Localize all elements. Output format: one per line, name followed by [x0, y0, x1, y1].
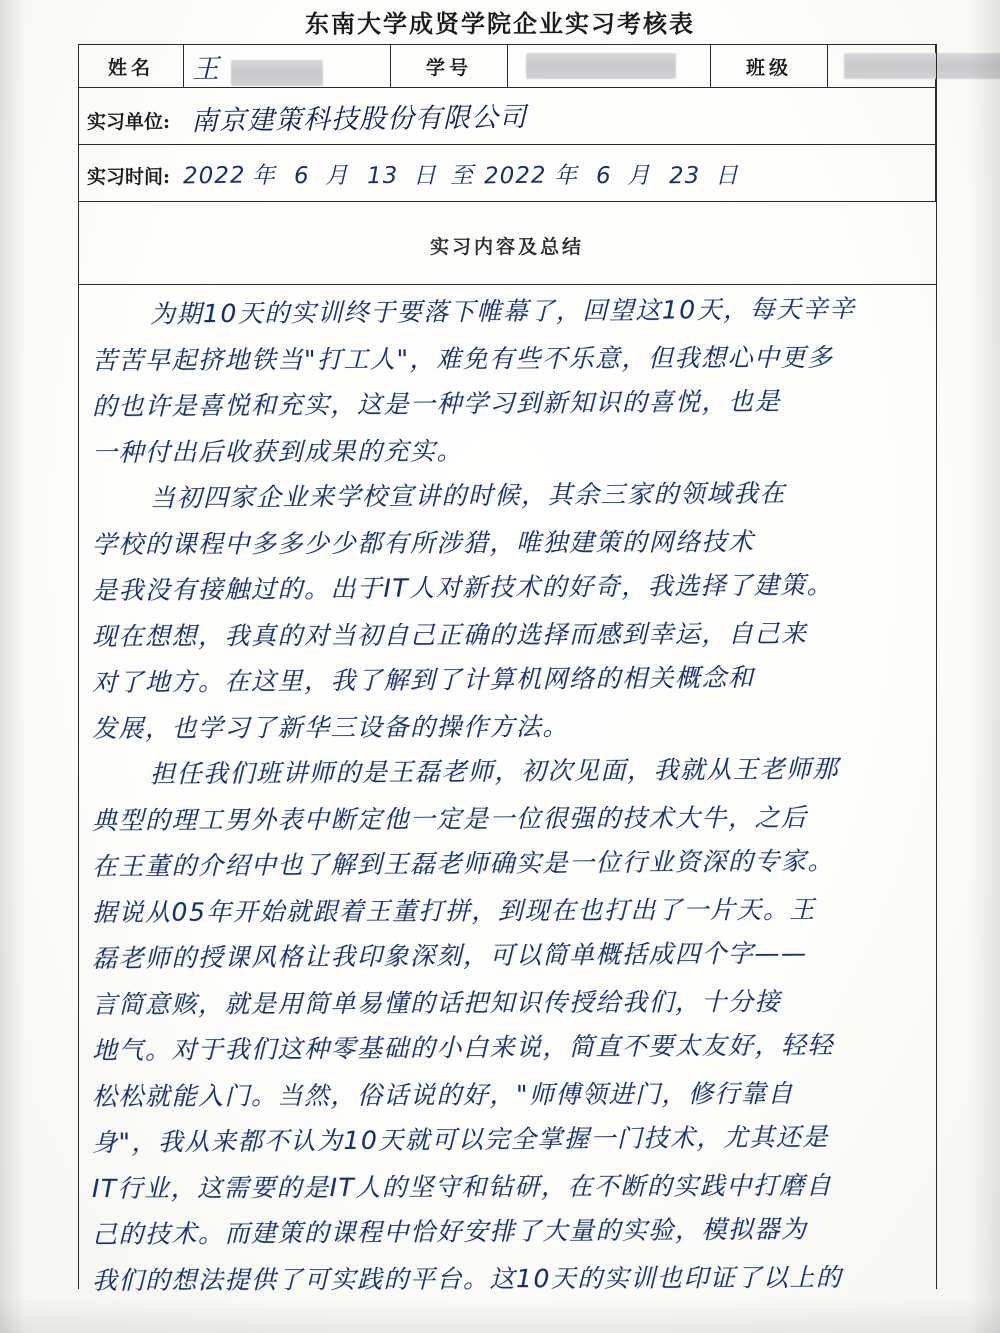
section-heading-wrap [78, 232, 936, 259]
time-month-unit-start: 月 [324, 162, 349, 189]
unit-label: 实习单位: [87, 110, 171, 133]
essay-line: 身"，我从来都不认为10天就可以完全掌握一门技术，尤其还是 [91, 1122, 829, 1157]
scan-shadow-bottom [0, 1299, 1000, 1333]
time-cell [79, 145, 936, 202]
essay-line: 据说从05年开始就跟着王董打拼，到现在也打出了一片天。王 [91, 894, 816, 927]
essay-line: 是我没有接触过的。出于IT人对新技术的好奇，我选择了建策。 [91, 570, 834, 605]
student-info-table [78, 44, 936, 202]
time-start-day: 13 [367, 162, 399, 189]
essay-line: 为期10天的实训终于要落下帷幕了，回望这10天，每天辛辛 [149, 294, 856, 329]
student-id-label: 学号 [391, 45, 508, 88]
time-end-year: 2022 [484, 162, 548, 189]
time-end-day: 23 [669, 162, 701, 189]
time-year-unit-start: 年 [251, 162, 277, 189]
time-year-unit-end: 年 [553, 162, 578, 189]
essay-line: 发展，也学习了新华三设备的操作方法。 [91, 711, 570, 743]
time-range-separator: 至 [449, 162, 475, 189]
time-start-month: 6 [294, 162, 311, 189]
essay-line: 我们的想法提供了可实践的平台。这10天的实训也印证了以上的 [91, 1262, 843, 1295]
scan-shadow-right [970, 0, 1000, 1333]
unit-cell [79, 88, 936, 145]
essay-line: 担任我们班讲师的是王磊老师，初次见面，我就从王老师那 [149, 754, 840, 789]
unit-handwriting: 南京建策科技股份有限公司 [190, 101, 527, 137]
essay-line: 地气。对于我们这种零基础的小白来说，简直不要太友好，轻轻 [91, 1030, 835, 1065]
table-row-time [79, 145, 936, 202]
essay-line: 对了地方。在这里，我了解到了计算机网络的相关概念和 [91, 662, 755, 697]
table-row-unit [79, 88, 936, 145]
essay-line: 学校的课程中多多少少都有所涉猎，唯独建策的网络技术 [91, 527, 755, 559]
essay-line: 己的技术。而建策的课程中恰好安排了大量的实验，模拟器为 [91, 1214, 808, 1249]
class-label: 班级 [711, 45, 828, 88]
section-heading: 实习内容及总结 [429, 236, 584, 258]
essay-line: 在王董的介绍中也了解到王磊老师确实是一位行业资深的专家。 [91, 846, 835, 881]
name-redaction [231, 60, 323, 86]
section-divider [78, 284, 936, 285]
essay-line: 一种付出后收获到成果的充实。 [91, 436, 464, 467]
time-label: 实习时间: [87, 165, 171, 188]
essay-line: 苦苦早起挤地铁当"打工人"，难免有些不乐意，但我想心中更多 [91, 342, 834, 375]
essay-line: 言简意赅，就是用简单易懂的话把知识传授给我们，十分接 [91, 986, 782, 1019]
student-id-value-cell [508, 45, 711, 88]
time-day-unit-end: 日 [714, 162, 740, 189]
handwritten-essay [91, 292, 926, 1295]
class-value-cell [828, 45, 936, 88]
essay-line: 磊老师的授课风格让我印象深刻，可以简单概括成四个字—— [91, 938, 808, 973]
essay-line: 现在想想，我真的对当初自己正确的选择而感到幸运，自己来 [91, 618, 808, 651]
time-day-unit-start: 日 [413, 162, 438, 189]
name-handwriting: 王 [191, 53, 221, 85]
class-redaction [844, 53, 1000, 79]
essay-line: IT行业，这需要的是IT人的坚守和钻研，在不断的实践中打磨自 [91, 1170, 833, 1203]
name-label: 姓名 [79, 45, 184, 88]
student-id-redaction [526, 53, 676, 79]
table-row-identity [79, 45, 936, 88]
scan-shadow-left [0, 0, 26, 1333]
name-value-cell [184, 45, 391, 88]
page-title: 东南大学成贤学院企业实习考核表 [305, 9, 695, 38]
essay-line: 典型的理工男外表中断定他一定是一位很强的技术大牛，之后 [91, 802, 808, 835]
essay-line: 松松就能入门。当然，俗话说的好，"师傅领进门，修行靠自 [91, 1078, 795, 1111]
essay-line: 的也许是喜悦和充实，这是一种学习到新知识的喜悦，也是 [91, 386, 782, 421]
page-border-left [78, 44, 79, 1289]
time-end-month: 6 [596, 162, 613, 189]
essay-line: 当初四家企业来学校宣讲的时候，其余三家的领域我在 [149, 478, 787, 513]
time-month-unit-end: 月 [626, 162, 651, 189]
time-start-year: 2022 [182, 162, 246, 189]
page-border-right [936, 44, 937, 1289]
